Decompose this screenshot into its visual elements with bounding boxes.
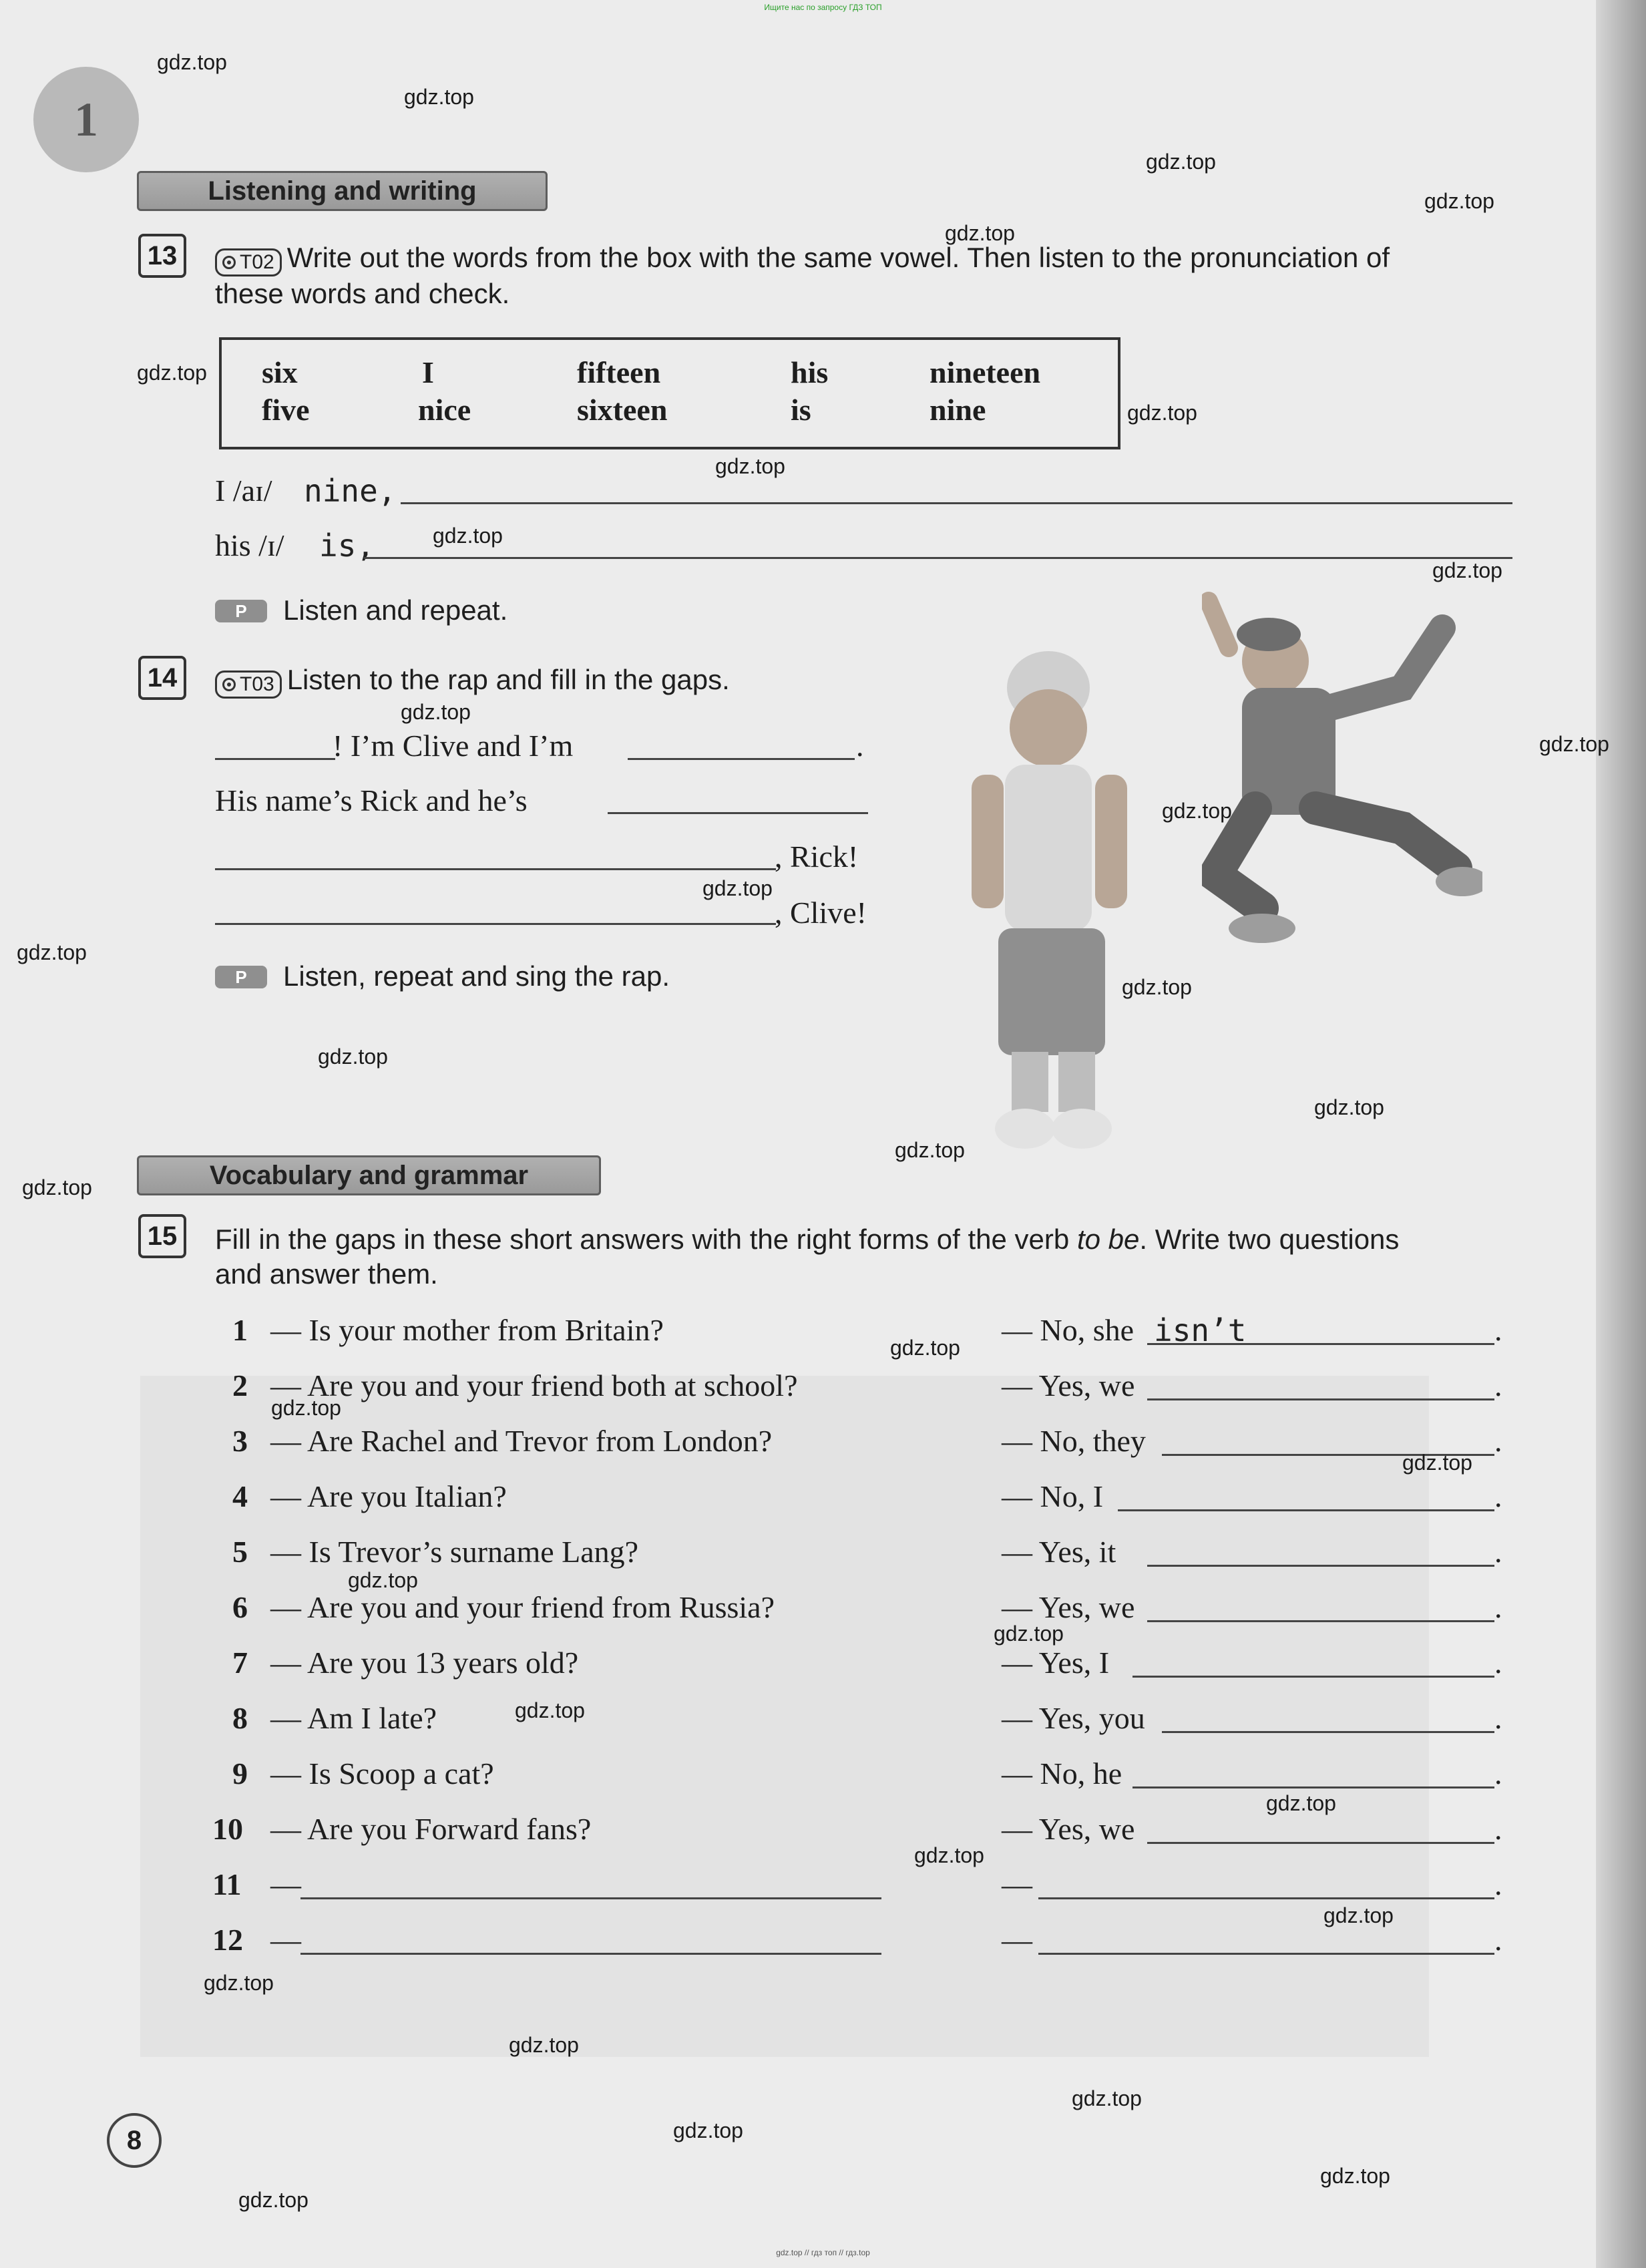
watermark: gdz.top — [702, 876, 773, 900]
box-word: his — [791, 355, 829, 389]
exercise-13-instruction: T02 Write out the words from the box with the same vowel. Then listen to the pronunciation of these words and check. — [215, 242, 1390, 309]
rap-gap[interactable] — [215, 758, 335, 760]
question-text: — Am I late? — [270, 1701, 437, 1735]
question-text: — Is Trevor’s surname Lang? — [270, 1535, 639, 1569]
ex14-listen-repeat: P Listen, repeat and sing the rap. — [215, 959, 670, 994]
watermark: gdz.top — [1432, 558, 1502, 582]
answer-prefix: — Yes, we — [1002, 1368, 1135, 1402]
answer-gap[interactable] — [1038, 1953, 1494, 1955]
answer-period: . — [1494, 1535, 1502, 1569]
answer-prefix: — Yes, it — [1002, 1535, 1116, 1569]
section-header-listening: Listening and writing — [137, 171, 548, 211]
watermark: gdz.top — [157, 50, 227, 74]
rapper-clive-illustration — [948, 641, 1162, 1162]
answer-gap[interactable] — [1133, 1786, 1494, 1788]
box-word: six — [262, 355, 298, 389]
watermark: gdz.top — [994, 1622, 1064, 1646]
answer-prefix: — Yes, I — [1002, 1646, 1110, 1680]
item-number: 11 — [212, 1867, 242, 1901]
watermark: gdz.top — [1424, 189, 1494, 213]
box-word: nineteen — [930, 355, 1041, 389]
question-text: — — [270, 1923, 301, 1957]
watermark: gdz.top — [1320, 2164, 1390, 2188]
answer-period: . — [1494, 1590, 1502, 1624]
rap-line-3-end: , Rick! — [775, 839, 859, 874]
answer-period: . — [1494, 1812, 1502, 1846]
item-number: 10 — [212, 1812, 243, 1846]
handwritten-answer: nine, — [304, 473, 397, 509]
box-word: nice — [418, 393, 471, 427]
exercise-15-number: 15 — [138, 1214, 186, 1258]
question-write-line[interactable] — [300, 1953, 881, 1955]
answer-period: . — [1494, 1923, 1502, 1957]
watermark: gdz.top — [914, 1843, 984, 1867]
answer-prefix: — No, he — [1002, 1756, 1122, 1790]
answer-prefix: — No, I — [1002, 1479, 1104, 1513]
watermark: gdz.top — [1127, 401, 1197, 425]
answer-period: . — [1494, 1313, 1502, 1347]
answer-line-i[interactable] — [364, 557, 1512, 559]
answer-prefix: — Yes, we — [1002, 1590, 1135, 1624]
watermark: gdz.top — [1146, 150, 1216, 174]
ex13-listen-repeat: P Listen and repeat. — [215, 593, 507, 628]
answer-period: . — [1494, 1368, 1502, 1402]
box-word: nine — [930, 393, 986, 427]
watermark: gdz.top — [1323, 1903, 1394, 1927]
watermark: gdz.top — [1122, 975, 1192, 999]
answer-period: . — [1494, 1646, 1502, 1680]
watermark: gdz.top — [890, 1336, 960, 1360]
rap-line-1: ! I’m Clive and I’m — [333, 729, 574, 763]
item-number: 7 — [232, 1646, 248, 1680]
watermark: gdz.top — [673, 2118, 743, 2142]
answer-prefix: — — [1002, 1867, 1032, 1901]
question-write-line[interactable] — [300, 1897, 881, 1899]
word-box — [219, 337, 1120, 449]
rap-line-4-end: , Clive! — [775, 896, 867, 930]
top-note: Ищите нас по запросу ГДЗ ТОП — [764, 3, 882, 12]
watermark: gdz.top — [1072, 2086, 1142, 2110]
answer-gap[interactable] — [1147, 1620, 1494, 1622]
question-text: — Is Scoop a cat? — [270, 1756, 494, 1790]
item-number: 1 — [232, 1313, 248, 1347]
pronunciation-badge: P — [215, 966, 267, 988]
answer-prefix: — Yes, you — [1002, 1701, 1145, 1735]
rap-line-1-end: . — [856, 729, 864, 763]
watermark: gdz.top — [22, 1175, 92, 1199]
item-number: 6 — [232, 1590, 248, 1624]
rap-gap[interactable] — [608, 812, 868, 814]
ipa-i-label: his /ɪ/ — [215, 528, 284, 562]
item-number: 9 — [232, 1756, 248, 1790]
question-text: — — [270, 1867, 301, 1901]
answer-gap[interactable] — [1162, 1731, 1494, 1733]
answer-gap[interactable] — [1147, 1565, 1494, 1567]
rap-gap[interactable] — [215, 923, 776, 925]
watermark: gdz.top — [348, 1568, 418, 1592]
watermark: gdz.top — [17, 940, 87, 964]
rap-gap[interactable] — [215, 868, 776, 870]
item-number: 8 — [232, 1701, 248, 1735]
item-number: 5 — [232, 1535, 248, 1569]
watermark: gdz.top — [1162, 799, 1232, 823]
rapper-rick-illustration — [1202, 588, 1482, 962]
answer-prefix: — — [1002, 1923, 1032, 1957]
pronunciation-badge: P — [215, 600, 267, 622]
watermark: gdz.top — [509, 2033, 579, 2057]
question-text: — Are Rachel and Trevor from London? — [270, 1424, 773, 1458]
item-number: 12 — [212, 1923, 243, 1957]
section-header-vocabulary: Vocabulary and grammar — [137, 1155, 601, 1195]
answer-prefix: — No, she — [1002, 1313, 1135, 1347]
rap-line-2: His name’s Rick and he’s — [215, 783, 528, 817]
watermark: gdz.top — [895, 1138, 965, 1162]
question-text: — Is your mother from Britain? — [270, 1313, 664, 1347]
answer-gap[interactable] — [1118, 1509, 1494, 1511]
item-number: 4 — [232, 1479, 248, 1513]
answer-period: . — [1494, 1701, 1502, 1735]
watermark: gdz.top — [433, 524, 503, 548]
unit-number-badge — [33, 67, 139, 172]
box-word: five — [262, 393, 310, 427]
answer-gap[interactable] — [1147, 1398, 1494, 1400]
box-word: is — [791, 393, 811, 427]
watermark: gdz.top — [318, 1045, 388, 1069]
watermark: gdz.top — [238, 2188, 308, 2212]
answer-line-ai[interactable] — [401, 502, 1512, 504]
watermark: gdz.top — [945, 221, 1015, 245]
answer-period: . — [1494, 1479, 1502, 1513]
page-number: 8 — [107, 2113, 162, 2168]
handwritten-answer: isn’t — [1154, 1312, 1247, 1348]
watermark: gdz.top — [271, 1396, 341, 1420]
answer-period: . — [1494, 1756, 1502, 1790]
audio-track-badge[interactable]: T03 — [215, 671, 282, 699]
question-text: — Are you and your friend from Russia? — [270, 1590, 775, 1624]
answer-prefix: — Yes, we — [1002, 1812, 1135, 1846]
exercise-13-number: 13 — [138, 234, 186, 278]
box-word: fifteen — [577, 355, 661, 389]
answer-gap[interactable] — [1133, 1676, 1494, 1678]
item-number: 3 — [232, 1424, 248, 1458]
watermark: gdz.top — [1266, 1791, 1336, 1815]
bottom-note: gdz.top // гдз топ // гдз.top — [776, 2248, 870, 2257]
watermark: gdz.top — [1539, 732, 1609, 756]
book-spine-shadow — [1596, 0, 1646, 2268]
watermark: gdz.top — [404, 85, 474, 109]
watermark: gdz.top — [715, 454, 785, 478]
watermark: gdz.top — [401, 700, 471, 724]
watermark: gdz.top — [515, 1698, 585, 1722]
exercise-14-number: 14 — [138, 656, 186, 700]
audio-track-badge[interactable]: T02 — [215, 248, 282, 276]
watermark: gdz.top — [137, 361, 207, 385]
disc-icon — [222, 256, 236, 269]
question-text: — Are you Italian? — [270, 1479, 507, 1513]
watermark: gdz.top — [1402, 1451, 1472, 1475]
answer-prefix: — No, they — [1002, 1424, 1146, 1458]
answer-gap[interactable] — [1147, 1842, 1494, 1844]
watermark: gdz.top — [1314, 1095, 1384, 1119]
rap-gap[interactable] — [628, 758, 855, 760]
question-text: — Are you and your friend both at school? — [270, 1368, 798, 1402]
handwritten-answer: is, — [319, 528, 375, 564]
exercise-14-instruction: T03 Listen to the rap and fill in the gaps. — [215, 663, 730, 699]
disc-icon — [222, 678, 236, 691]
answer-gap[interactable] — [1038, 1897, 1494, 1899]
ipa-ai-label: I /aɪ/ — [215, 474, 272, 508]
box-word: I — [422, 355, 434, 389]
item-number: 2 — [232, 1368, 248, 1402]
question-text: — Are you Forward fans? — [270, 1812, 592, 1846]
question-text: — Are you 13 years old? — [270, 1646, 579, 1680]
watermark: gdz.top — [204, 1971, 274, 1995]
box-word: sixteen — [577, 393, 668, 427]
exercise-15-instruction: Fill in the gaps in these short answers with the right forms of the verb to be. Write two questions and answer them. — [215, 1223, 1400, 1290]
unit-number: 1 — [74, 92, 98, 146]
answer-period: . — [1494, 1424, 1502, 1458]
answer-period: . — [1494, 1867, 1502, 1901]
